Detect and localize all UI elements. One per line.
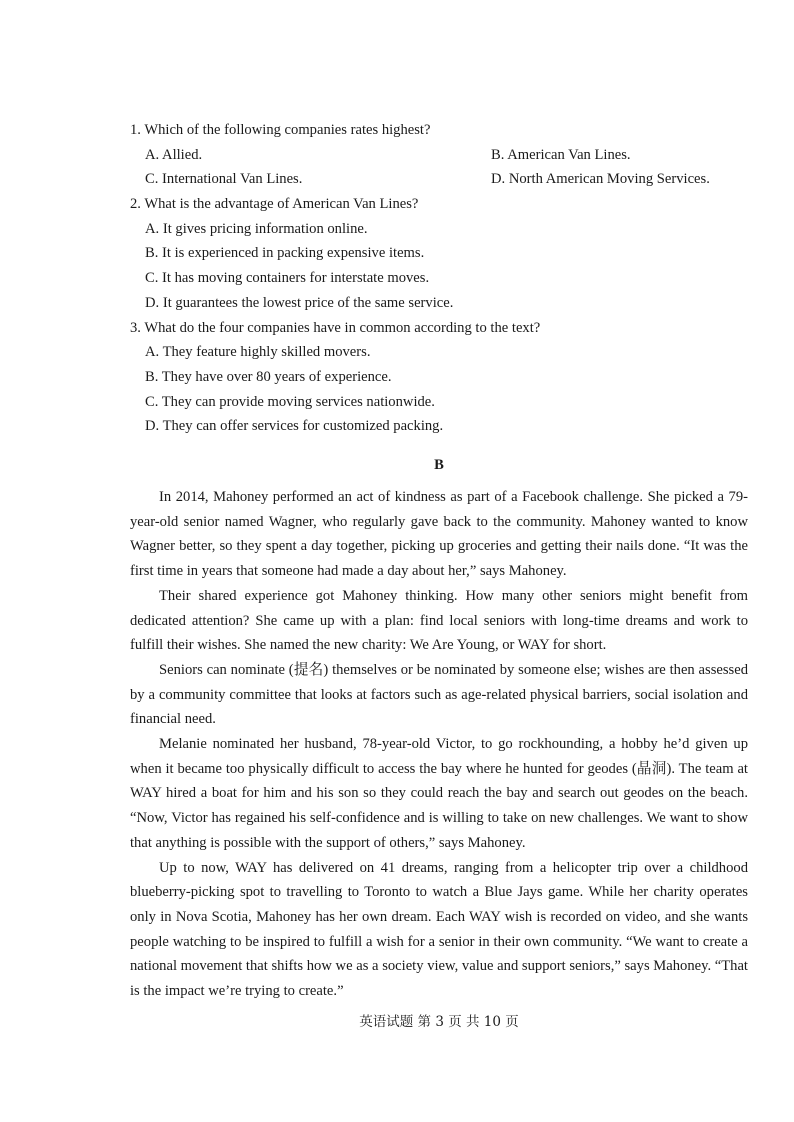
question-1-options-row-1 bbox=[130, 143, 750, 168]
reading-passage bbox=[130, 485, 748, 1004]
passage-paragraph-2: Their shared experience got Mahoney thinking. How many other seniors might benefit from dedicated attention? She came up with a plan: find local seniors with long-time dreams and work to fulfill their wishes. She named the new charity: We Are Young, or WAY for short. bbox=[130, 587, 748, 654]
question-1-stem: 1. Which of the following companies rates highest? bbox=[130, 122, 431, 138]
question-2-option-c: C. It has moving containers for interstate moves. bbox=[145, 270, 430, 287]
question-3-option-c: C. They can provide moving services nationwide. bbox=[145, 393, 435, 410]
question-3-stem: 3. What do the four companies have in common according to the text? bbox=[130, 319, 541, 336]
question-1-option-d: D. North American Moving Services. bbox=[491, 171, 710, 188]
question-3-option-b: B. They have over 80 years of experience. bbox=[145, 368, 392, 385]
question-list bbox=[130, 118, 750, 439]
question-3-option-d: D. They can offer services for customized packing. bbox=[145, 418, 444, 435]
question-2-option-a: A. It gives pricing information online. bbox=[145, 220, 368, 237]
passage-paragraph-5: Up to now, WAY has delivered on 41 dreams, ranging from a helicopter trip over a childhood blueberry-picking spot to travelling to Toronto to watch a Blue Jays game. While her charity operates only in Nova Scotia, Mahoney has her own dream. Each WAY wish is recorded on video, and she wants people watching to be inspired to fulfill a wish for a senior in their own community. “We want to create a national movement that shifts how we as a society view, value and support seniors,” says Mahoney. “That is the impact we’re trying to create.” bbox=[130, 859, 748, 1000]
question-1-option-b: B. American Van Lines. bbox=[491, 146, 631, 163]
question-1-options-row-2 bbox=[130, 167, 750, 192]
passage-paragraph-1: In 2014, Mahoney performed an act of kindness as part of a Facebook challenge. She picked a 79-year-old senior named Wagner, who regularly gave back to the community. Mahoney wanted to know Wagner better, so they spent a day together, picking up groceries and getting their nails done. “It was the first time in years that someone had made a day about her,” says Mahoney. bbox=[130, 489, 748, 580]
question-1-option-a: A. Allied. bbox=[145, 146, 203, 163]
question-1-option-c: C. International Van Lines. bbox=[145, 171, 303, 188]
question-2-stem: 2. What is the advantage of American Van Lines? bbox=[130, 196, 419, 213]
question-2-option-b: B. It is experienced in packing expensive items. bbox=[145, 245, 425, 262]
passage-paragraph-3: Seniors can nominate (提名) themselves or be nominated by someone else; wishes are then assessed by a community committee that looks at factors such as age-related physical barriers, social isolation and financial need. bbox=[130, 661, 748, 728]
section-heading: B bbox=[434, 457, 444, 473]
question-2-option-d: D. It guarantees the lowest price of the same service. bbox=[145, 294, 454, 311]
passage-paragraph-4: Melanie nominated her husband, 78-year-old Victor, to go rockhounding, a hobby he’d given up when it became too physically difficult to access the bay where he hunted for geodes (晶洞). The team at WAY hired a boat for him and his son so they could reach the bay and search out geodes on the beach. “Now, Victor has regained his self-confidence and is willing to take on new challenges. We want to show that anything is possible with the support of others,” says Mahoney. bbox=[130, 736, 748, 851]
page-footer: 英语试题 第 3 页 共 10 页 bbox=[359, 1014, 519, 1030]
question-3-option-a: A. They feature highly skilled movers. bbox=[145, 344, 371, 361]
